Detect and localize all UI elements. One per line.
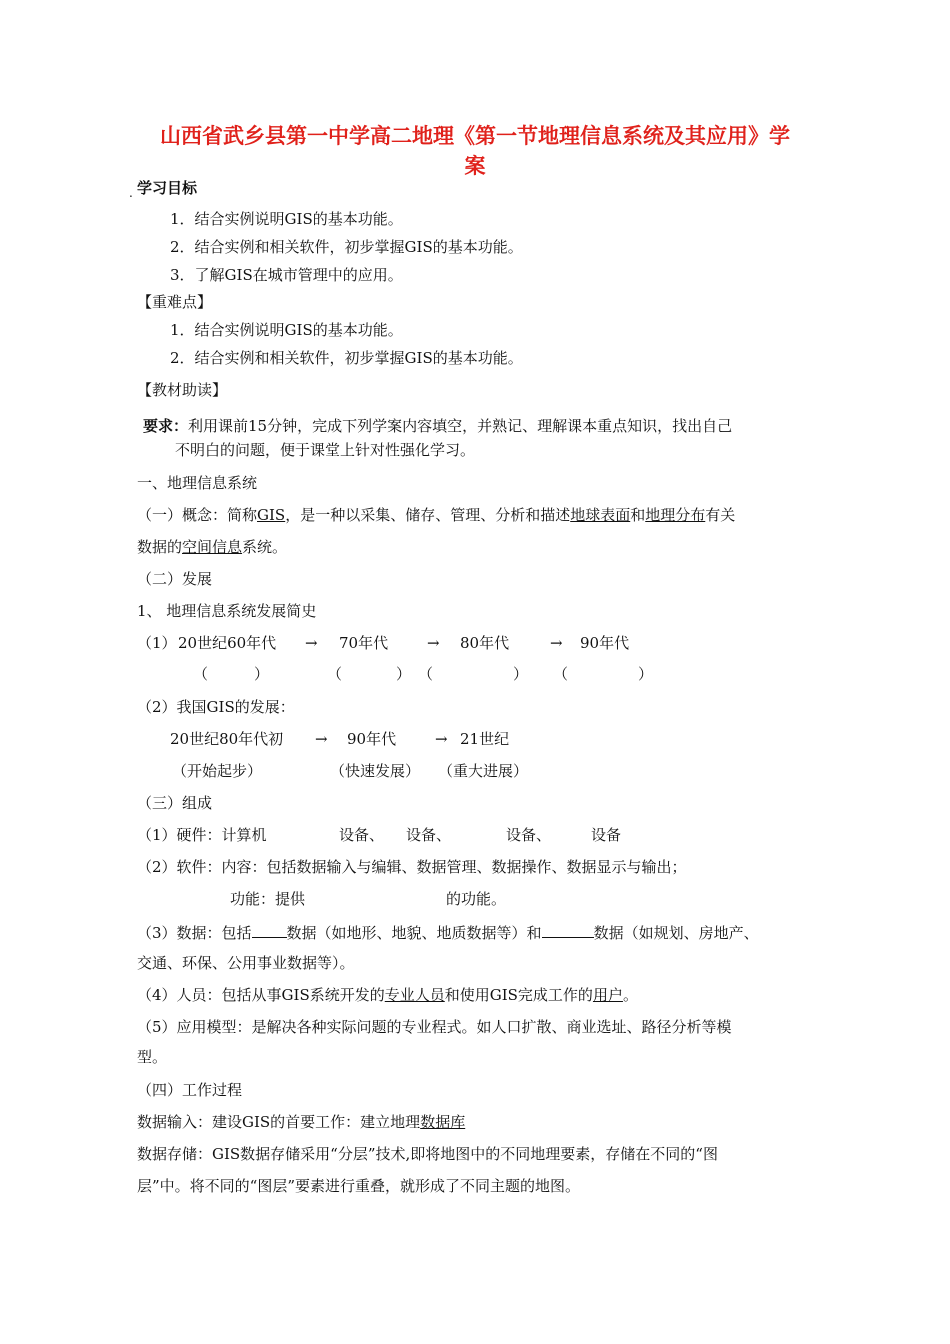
- hardware-device: 设备、: [506, 826, 552, 844]
- model-line-1: （5）应用模型：是解决各种实际问题的专业程式。如人口扩散、商业选址、路径分析等模: [137, 1018, 732, 1036]
- data-text: 数据（如地形、地貌、地质数据等）和: [286, 924, 542, 942]
- hardware-label: （1）硬件：计算机: [137, 826, 267, 844]
- people-line: [137, 985, 638, 1005]
- timeline-1-prefix: （1）: [137, 634, 177, 652]
- guide-heading: 【教材助读】: [137, 381, 228, 399]
- requirement-label: 要求：: [143, 417, 189, 435]
- storage-line-2: 层”中。将不同的“图层”要素进行重叠，就形成了不同主题的地图。: [137, 1177, 581, 1195]
- key-point-item: 1．结合实例说明GIS的基本功能。: [170, 321, 403, 339]
- timeline-arrow: →: [435, 730, 448, 748]
- concept-text: （一）概念：简称: [137, 506, 258, 524]
- section-1-heading: 一、地理信息系统: [137, 474, 258, 492]
- people-text: 。: [622, 986, 638, 1004]
- composition-heading: （三）组成: [137, 794, 213, 812]
- timeline-2-status: （重大进展）: [438, 762, 529, 780]
- objective-item: 2．结合实例和相关软件，初步掌握GIS的基本功能。: [170, 238, 523, 256]
- people-text: （4）人员：包括从事GIS系统开发的: [137, 986, 385, 1004]
- requirement-line-2: 不明白的问题，便于课堂上针对性强化学习。: [175, 441, 476, 459]
- timeline-1-stage: 90年代: [580, 634, 630, 652]
- process-heading: （四）工作过程: [137, 1081, 243, 1099]
- concept-line-1: [137, 505, 735, 525]
- key-point-item: 2．结合实例和相关软件，初步掌握GIS的基本功能。: [170, 349, 523, 367]
- objective-item: 1．结合实例说明GIS的基本功能。: [170, 210, 403, 228]
- blank-paren-open: （: [193, 665, 209, 683]
- timeline-2-stage: 21世纪: [460, 730, 510, 748]
- software-line-1: （2）软件：内容：包括数据输入与编辑、数据管理、数据操作、数据显示与输出；: [137, 858, 687, 876]
- timeline-1-stage: 70年代: [339, 634, 389, 652]
- input-text: 数据输入：建设GIS的首要工作：建立地理: [137, 1113, 421, 1131]
- concept-text: 系统。: [242, 538, 288, 556]
- hardware-device: 设备、: [406, 826, 452, 844]
- timeline-2-status: （开始起步）: [172, 762, 263, 780]
- blank-paren-open: （: [553, 665, 569, 683]
- data-line-2: 交通、环保、公用事业数据等）。: [137, 954, 355, 972]
- development-heading: （二）发展: [137, 570, 213, 588]
- timeline-1-stage: 20世纪60年代: [178, 634, 277, 652]
- document-title-line-2: 案: [464, 154, 486, 178]
- people-text: 和使用GIS完成工作的: [444, 986, 593, 1004]
- timeline-2-stage: 90年代: [347, 730, 397, 748]
- data-input-line: [137, 1112, 465, 1132]
- timeline-arrow: →: [550, 634, 563, 652]
- blank-paren-open: （: [418, 665, 434, 683]
- requirement-text: 利用课前15分钟，完成下列学案内容填空，并熟记、理解课本重点知识，找出自己: [188, 417, 733, 435]
- timeline-arrow: →: [427, 634, 440, 652]
- china-gis-heading: （2）我国GIS的发展：: [137, 698, 295, 716]
- document-title-line-1: 山西省武乡县第一中学高二地理《第一节地理信息系统及其应用》学: [160, 124, 790, 148]
- blank-paren-close: ）: [513, 665, 529, 683]
- people-user-term: 用户: [592, 986, 623, 1004]
- hardware-device: 设备、: [339, 826, 385, 844]
- blank-paren-close: ）: [254, 665, 270, 683]
- software-function-label: 功能：提供: [230, 890, 306, 908]
- input-database-term: 数据库: [420, 1113, 466, 1131]
- fill-blank: [252, 921, 287, 938]
- data-line-1: [137, 921, 759, 943]
- requirement-line-1: [143, 416, 732, 436]
- timeline-arrow: →: [315, 730, 328, 748]
- objectives-heading: 学习目标: [137, 179, 198, 197]
- timeline-arrow: →: [305, 634, 318, 652]
- timeline-1-stage: 80年代: [460, 634, 510, 652]
- concept-spatial-info-term: 空间信息: [182, 538, 243, 556]
- data-text: 数据（如规划、房地产、: [593, 924, 759, 942]
- concept-earth-surface-term: 地球表面: [570, 506, 631, 524]
- blank-paren-close: ）: [396, 665, 412, 683]
- concept-text: 和: [630, 506, 646, 524]
- timeline-2-status: （快速发展）: [330, 762, 421, 780]
- hardware-device: 设备: [591, 826, 622, 844]
- concept-geo-distribution-term: 地理分布: [645, 506, 706, 524]
- history-heading: 1、 地理信息系统发展简史: [137, 602, 317, 620]
- people-professional-term: 专业人员: [384, 986, 445, 1004]
- software-function-suffix: 的功能。: [446, 890, 507, 908]
- concept-text: 有关: [705, 506, 736, 524]
- concept-text: ，是一种以采集、储存、管理、分析和描述: [285, 506, 571, 524]
- concept-gis-term: GIS: [257, 506, 286, 524]
- blank-paren-open: （: [327, 665, 343, 683]
- data-text: （3）数据：包括: [137, 924, 252, 942]
- fill-blank: [542, 921, 594, 938]
- key-points-heading: 【重难点】: [137, 293, 213, 311]
- bullet-dot: .: [129, 186, 133, 200]
- model-line-2: 型。: [137, 1048, 168, 1066]
- objective-item: 3．了解GIS在城市管理中的应用。: [170, 266, 403, 284]
- blank-paren-close: ）: [638, 665, 654, 683]
- concept-text: 数据的: [137, 538, 183, 556]
- storage-line-1: 数据存储：GIS数据存储采用“分层”技术,即将地图中的不同地理要素，存储在不同的“图: [137, 1145, 718, 1163]
- timeline-2-stage: 20世纪80年代初: [170, 730, 284, 748]
- concept-line-2: [137, 537, 287, 557]
